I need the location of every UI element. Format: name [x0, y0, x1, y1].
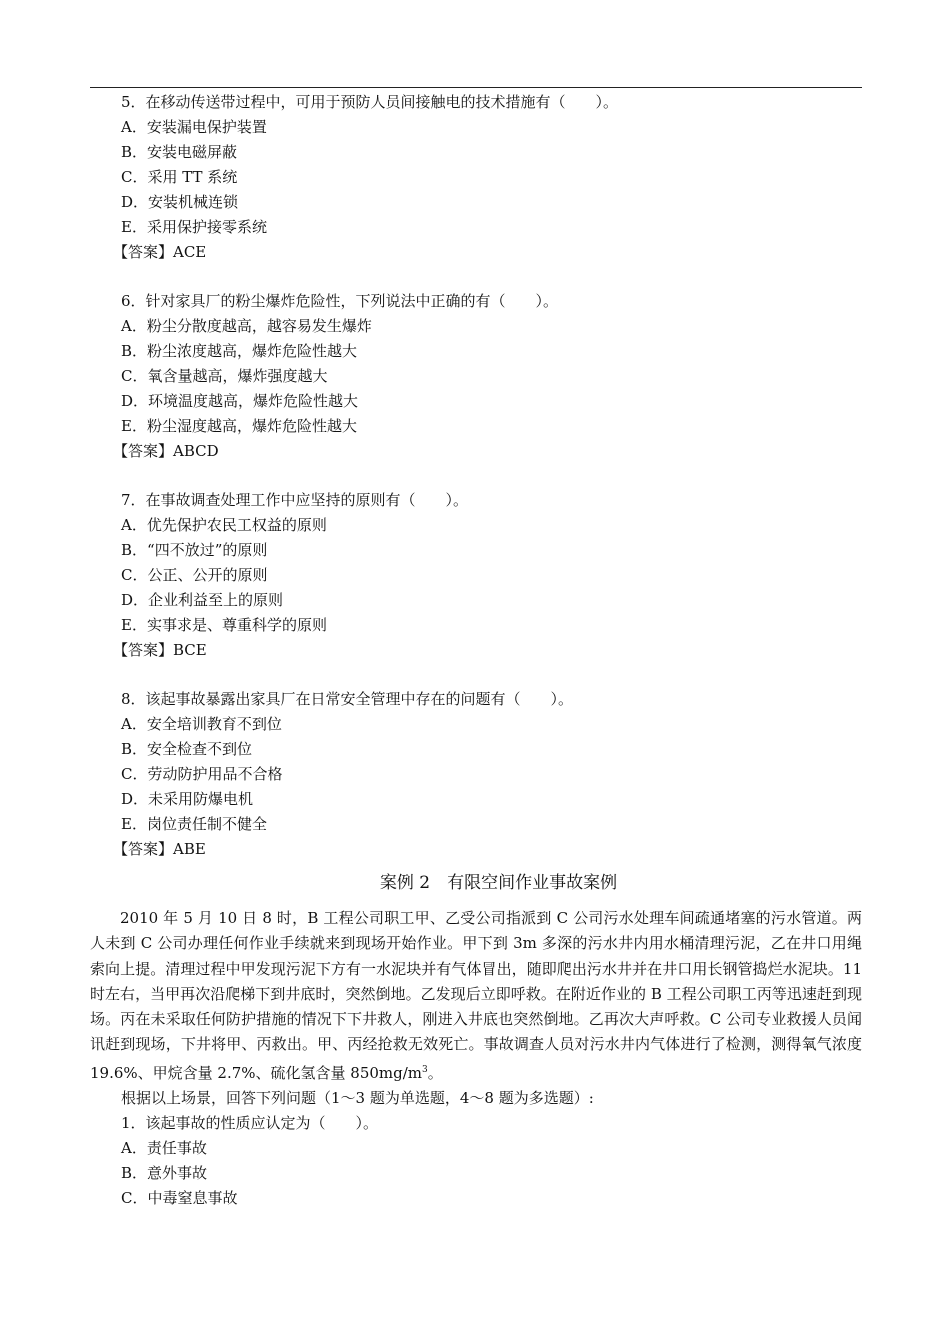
- question-stem: 7．在事故调查处理工作中应坚持的原则有（ ）。: [121, 491, 469, 509]
- case-paragraph: [90, 906, 862, 1086]
- question-block: [113, 90, 866, 289]
- question-option: A．粉尘分散度越高，越容易发生爆炸: [121, 317, 372, 335]
- question-stem: 8．该起事故暴露出家具厂在日常安全管理中存在的问题有（ ）。: [121, 690, 574, 708]
- question-option: E．采用保护接零系统: [121, 218, 267, 236]
- case-question-option: C．中毒窒息事故: [121, 1189, 238, 1208]
- case-title: 案例 2 有限空间作业事故案例: [379, 873, 618, 893]
- question-list: [113, 90, 866, 862]
- question-stem: 6．针对家具厂的粉尘爆炸危险性，下列说法中正确的有（ ）。: [121, 292, 559, 310]
- case-question-option: B．意外事故: [121, 1164, 208, 1183]
- question-option: C．公正、公开的原则: [121, 566, 268, 584]
- question-answer: 【答案】ACE: [113, 243, 207, 261]
- question-option: B．“四不放过”的原则: [121, 541, 268, 559]
- question-option: C．采用 TT 系统: [121, 168, 238, 186]
- case-question-option: A．责任事故: [121, 1139, 207, 1158]
- question-block: [113, 687, 866, 862]
- question-block: [113, 289, 866, 488]
- case-intro: 根据以上场景，回答下列问题（1～3 题为单选题，4～8 题为多选题）:: [121, 1089, 594, 1108]
- question-option: D．未采用防爆电机: [121, 790, 254, 808]
- question-option: E．岗位责任制不健全: [121, 815, 267, 833]
- block-gap: [121, 663, 866, 687]
- question-option: B．安装电磁屏蔽: [121, 143, 238, 161]
- block-gap: [121, 265, 866, 289]
- question-option: D．环境温度越高，爆炸危险性越大: [121, 392, 359, 410]
- question-option: D．安装机械连锁: [121, 193, 239, 211]
- block-gap: [121, 464, 866, 488]
- question-answer: 【答案】ABE: [113, 840, 206, 858]
- case-paragraph-text: 2010 年 5 月 10 日 8 时，B 工程公司职工甲、乙受公司指派到 C 公司污水处理车间疏通堵塞的污水管道。两人未到 C 公司办理任何作业手续就来到现场开始作业。甲下到 3m 多深的污水井内用水桶清理污泥，乙在井口用绳索向上提。清理过程中甲发现污泥下方有一水泥块并有气体冒出，随即爬出污水井并在井口用长钢管捣烂水泥块。11 时左右，当甲再次沿爬梯下到井底时，突然倒地。乙发现后立即呼救。在附近作业的 B 工程公司职工丙等迅速赶到现场。丙在未采取任何防护措施的情况下下井救人，刚进入井底也突然倒地。乙再次大声呼救。C 公司专业救援人员闻讯赶到现场，下井将甲、丙救出。甲、丙经抢救无效死亡。事故调查人员对污水井内气体进行了检测，测得氧气浓度 19.6%、甲烷含量 2.7%、硫化氢含量 850mg/m: [90, 909, 862, 1082]
- case-paragraph-end: 。: [427, 1063, 443, 1082]
- header-rule: [90, 87, 862, 88]
- question-option: C．氧含量越高，爆炸强度越大: [121, 367, 328, 385]
- question-option: D．企业利益至上的原则: [121, 591, 284, 609]
- question-option: B．安全检查不到位: [121, 740, 253, 758]
- question-option: A．安装漏电保护装置: [121, 118, 267, 136]
- question-option: E．实事求是、尊重科学的原则: [121, 616, 327, 634]
- question-answer: 【答案】BCE: [113, 641, 207, 659]
- page-content: [90, 90, 866, 1211]
- question-block: [113, 488, 866, 687]
- question-option: E．粉尘湿度越高，爆炸危险性越大: [121, 417, 357, 435]
- question-stem: 5．在移动传送带过程中，可用于预防人员间接触电的技术措施有（ ）。: [121, 93, 619, 111]
- question-option: A．优先保护农民工权益的原则: [121, 516, 327, 534]
- case-paragraph-superscript: 3: [422, 1064, 428, 1075]
- case-question-stem: 1．该起事故的性质应认定为（ ）。: [121, 1114, 379, 1133]
- question-option: A．安全培训教育不到位: [121, 715, 282, 733]
- question-option: B．粉尘浓度越高，爆炸危险性越大: [121, 342, 358, 360]
- question-answer: 【答案】ABCD: [113, 442, 219, 460]
- question-option: C．劳动防护用品不合格: [121, 765, 283, 783]
